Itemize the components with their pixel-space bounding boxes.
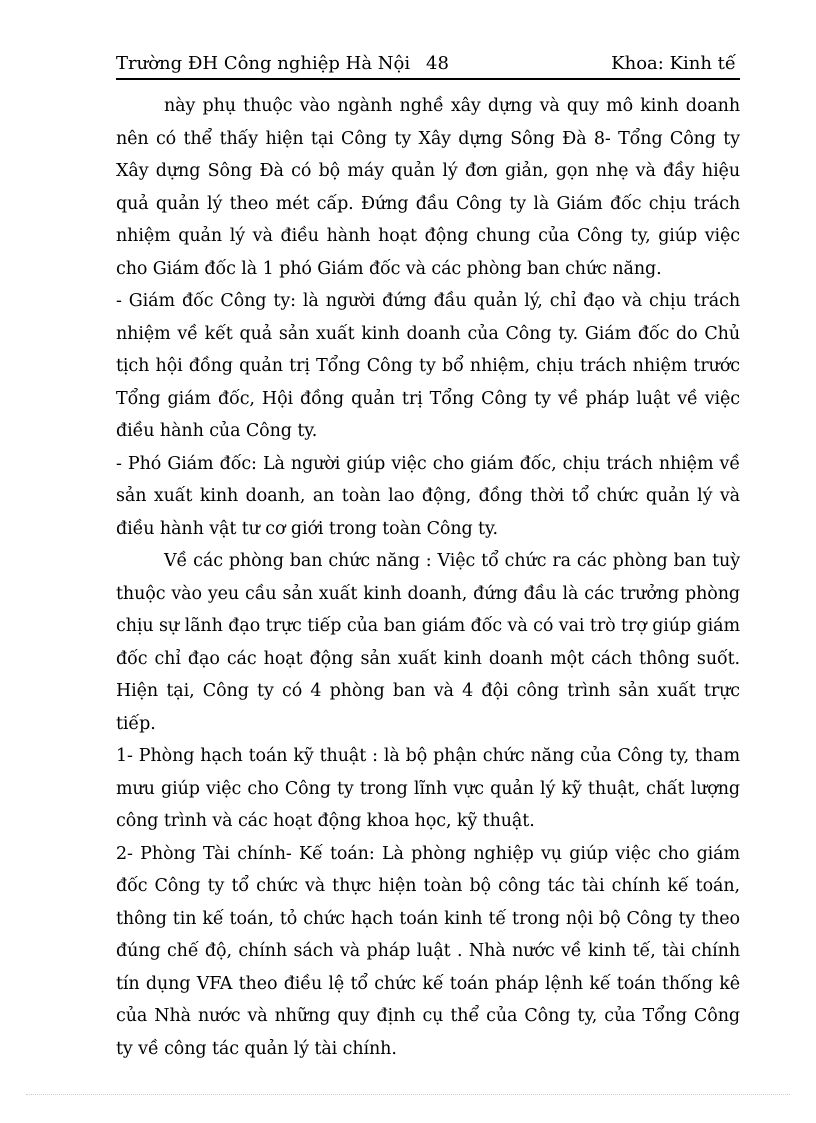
paragraph-director: - Giám đốc Công ty: là người đứng đầu quản lý, chỉ đạo và chịu trách nhiệm về kết quả sản xuất kinh doanh của Công ty. Giám đốc do Chủ tịch hội đồng quản trị Tổng Công ty bổ nhiệm, chịu trách nhiệm trước Tổng giám đốc, Hội đồng quản trị Tổng Công ty về pháp luật về việc điều hành của Công ty. — [116, 291, 740, 441]
paragraph-deputy-director: - Phó Giám đốc: Là người giúp việc cho giám đốc, chịu trách nhiệm về sản xuất kinh doanh, an toàn lao động, đồng thời tổ chức quản lý và điều hành vật tư cơ giới trong toàn Công ty. — [116, 453, 740, 539]
paragraph-departments: Về các phòng ban chức năng : Việc tổ chức ra các phòng ban tuỳ thuộc vào yeu cầu sản xuất kinh doanh, đứng đầu là các trưởng phòng chịu sự lãnh đạo trực tiếp của ban giám đốc và có vai trò trợ giúp giám đốc chỉ đạo các hoạt động sản xuất kinh doanh một cách thông suốt. Hiện tại, Công ty có 4 phòng ban và 4 đội công trình sản xuất trực tiếp. — [116, 551, 740, 734]
header-page-number: 48 — [426, 53, 449, 74]
paragraph-structure-intro: này phụ thuộc vào ngành nghề xây dựng và quy mô kinh doanh nên có thể thấy hiện tại Công ty Xây dựng Sông Đà 8- Tổng Công ty Xây dựng Sông Đà có bộ máy quản lý đơn giản, gọn nhẹ và đầy hiệu quả quản lý theo mét cấp. Đứng đầu Công ty là Giám đốc chịu trách nhiệm quản lý và điều hành hoạt động chung của Công ty, giúp việc cho Giám đốc là 1 phó Giám đốc và các phòng ban chức năng. — [116, 96, 740, 279]
document-body — [116, 90, 740, 1065]
footer-divider — [26, 1094, 790, 1095]
header-school-name: Trường ĐH Công nghiệp Hà Nội — [116, 53, 411, 74]
paragraph-technical-department: 1- Phòng hạch toán kỹ thuật : là bộ phận chức năng của Công ty, tham mưu giúp việc cho Công ty trong lĩnh vực quản lý kỹ thuật, chất lượng công trình và các hoạt động khoa học, kỹ thuật. — [116, 746, 740, 831]
page-header — [116, 52, 740, 80]
header-faculty: Khoa: Kinh tế — [611, 53, 736, 74]
paragraph-finance-department: 2- Phòng Tài chính- Kế toán: Là phòng nghiệp vụ giúp việc cho giám đốc Công ty tổ chức và thực hiện toàn bộ công tác tài chính kế toán, thông tin kế toán, tỏ chức hạch toán kinh tế trong nội bộ Công ty theo đúng chế độ, chính sách và pháp luật . Nhà nước về kinh tế, tài chính tín dụng VFA theo điều lệ tổ chức kế toán pháp lệnh kế toán thống kê của Nhà nước và những quy định cụ thể của Công ty, của Tổng Công ty về công tác quản lý tài chính. — [116, 843, 740, 1059]
